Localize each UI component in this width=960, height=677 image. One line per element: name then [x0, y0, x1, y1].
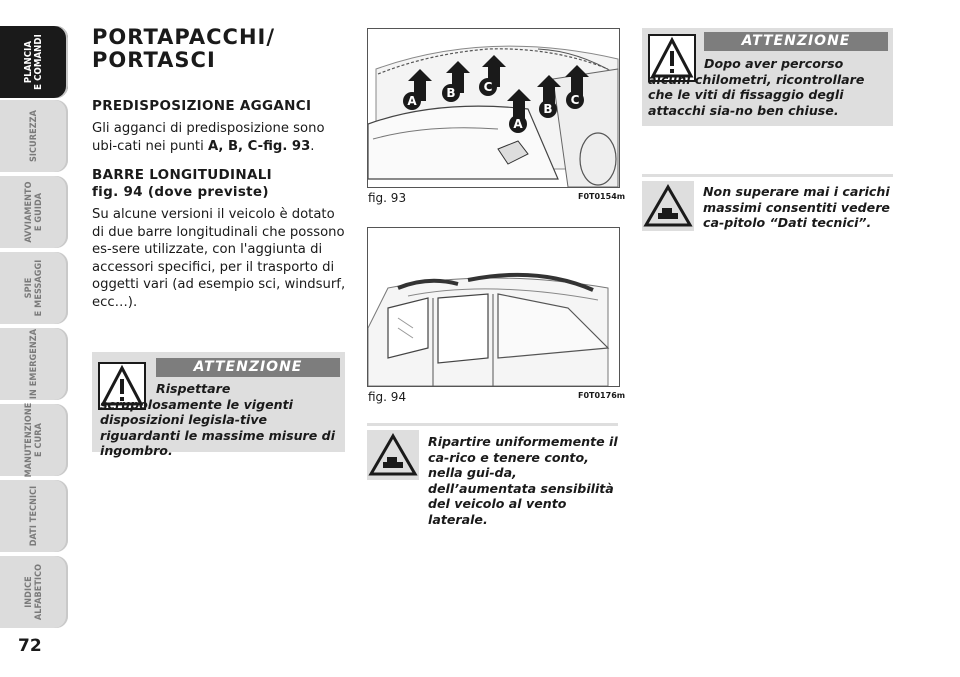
text-fragment: Gli agganci di predisposizione sono ubi-cati nei punti [92, 121, 325, 154]
tab-label: IN EMERGENZA [29, 328, 39, 400]
figure-94-label: fig. 94 [368, 390, 407, 404]
tab-label: PLANCIA E COMANDI [23, 34, 44, 90]
tab-indice-alfabetico[interactable] [0, 556, 68, 628]
section-subheading-barre: fig. 94 (dove previste) [92, 184, 269, 200]
tab-avviamento-guida[interactable] [0, 176, 68, 248]
tab-label: SICUREZZA [29, 109, 39, 163]
warning-text: Dopo aver percorso alcuni chilometri, ricontrollare che le viti di fissaggio degli attacchi sia-no ben chiuse. [648, 56, 865, 118]
anchor-marker-c: C [479, 78, 497, 96]
tab-label: DATI TECNICI [29, 485, 39, 547]
tab-label: MANUTENZIONE E CURA [24, 402, 44, 478]
section-text-agganci [92, 120, 346, 155]
warning-box-viti [642, 28, 893, 126]
main-text-column [92, 26, 346, 311]
warning-header: ATTENZIONE [156, 358, 340, 377]
warning-text: Rispettare scrupolosamente le vigenti disposizioni legisla-tive riguardanti le massime misure di ingombro. [100, 381, 336, 458]
anchor-marker-b: B [539, 100, 557, 118]
anchor-marker-c: C [566, 91, 584, 109]
note-load-limit-text: Non superare mai i carichi massimi consentiti vedere ca-pitolo “Dati tecnici”. [703, 184, 890, 230]
section-heading-barre: BARRE LONGITUDINALI [92, 167, 272, 183]
figure-93-code: F0T0154m [578, 192, 626, 201]
figure-94-roof-bars [367, 227, 620, 387]
figure-93-roof-anchors [367, 28, 620, 188]
section-heading-agganci: PREDISPOSIZIONE AGGANCI [92, 98, 312, 114]
anchor-marker-b: B [442, 84, 460, 102]
tab-manutenzione-cura[interactable] [0, 404, 68, 476]
tab-label: INDICE ALFABETICO [24, 563, 44, 621]
note-wind-text: Ripartire uniformemente il ca-rico e tenere conto, nella gui-da, dell’aumentata sensibilità del veicolo al vento laterale. [428, 434, 618, 527]
tab-dati-tecnici[interactable] [0, 480, 68, 552]
warning-header: ATTENZIONE [704, 32, 888, 51]
section-text-barre: Su alcune versioni il veicolo è dotato di due barre longitudinali che possono es-sere utilizzate, con l'aggiunta di accessori specifici, per il trasporto di oggetti vari (ad esempio sci, windsurf, ecc…). [92, 207, 346, 310]
tab-sicurezza[interactable] [0, 100, 68, 172]
tab-spie-messaggi[interactable] [0, 252, 68, 324]
load-triangle-icon [642, 181, 694, 231]
page-number: 72 [18, 636, 42, 656]
text-fragment-bold: A, B, C-fig. 93 [207, 138, 311, 154]
anchor-marker-a: A [403, 92, 421, 110]
tab-plancia-comandi[interactable] [0, 26, 68, 98]
warning-box-ingombro [92, 352, 345, 458]
page-title: PORTAPACCHI/ PORTASCI [92, 25, 276, 72]
figure-93-label: fig. 93 [368, 191, 407, 205]
note-divider [642, 174, 893, 177]
note-divider [367, 423, 618, 426]
text-fragment: . [310, 138, 315, 154]
tab-in-emergenza[interactable] [0, 328, 68, 400]
tab-label: AVVIAMENTO E GUIDA [24, 181, 44, 243]
load-triangle-icon [367, 430, 419, 480]
anchor-marker-a: A [509, 115, 527, 133]
tab-label: SPIE E MESSAGGI [24, 259, 44, 317]
figure-94-code: F0T0176m [578, 391, 626, 400]
